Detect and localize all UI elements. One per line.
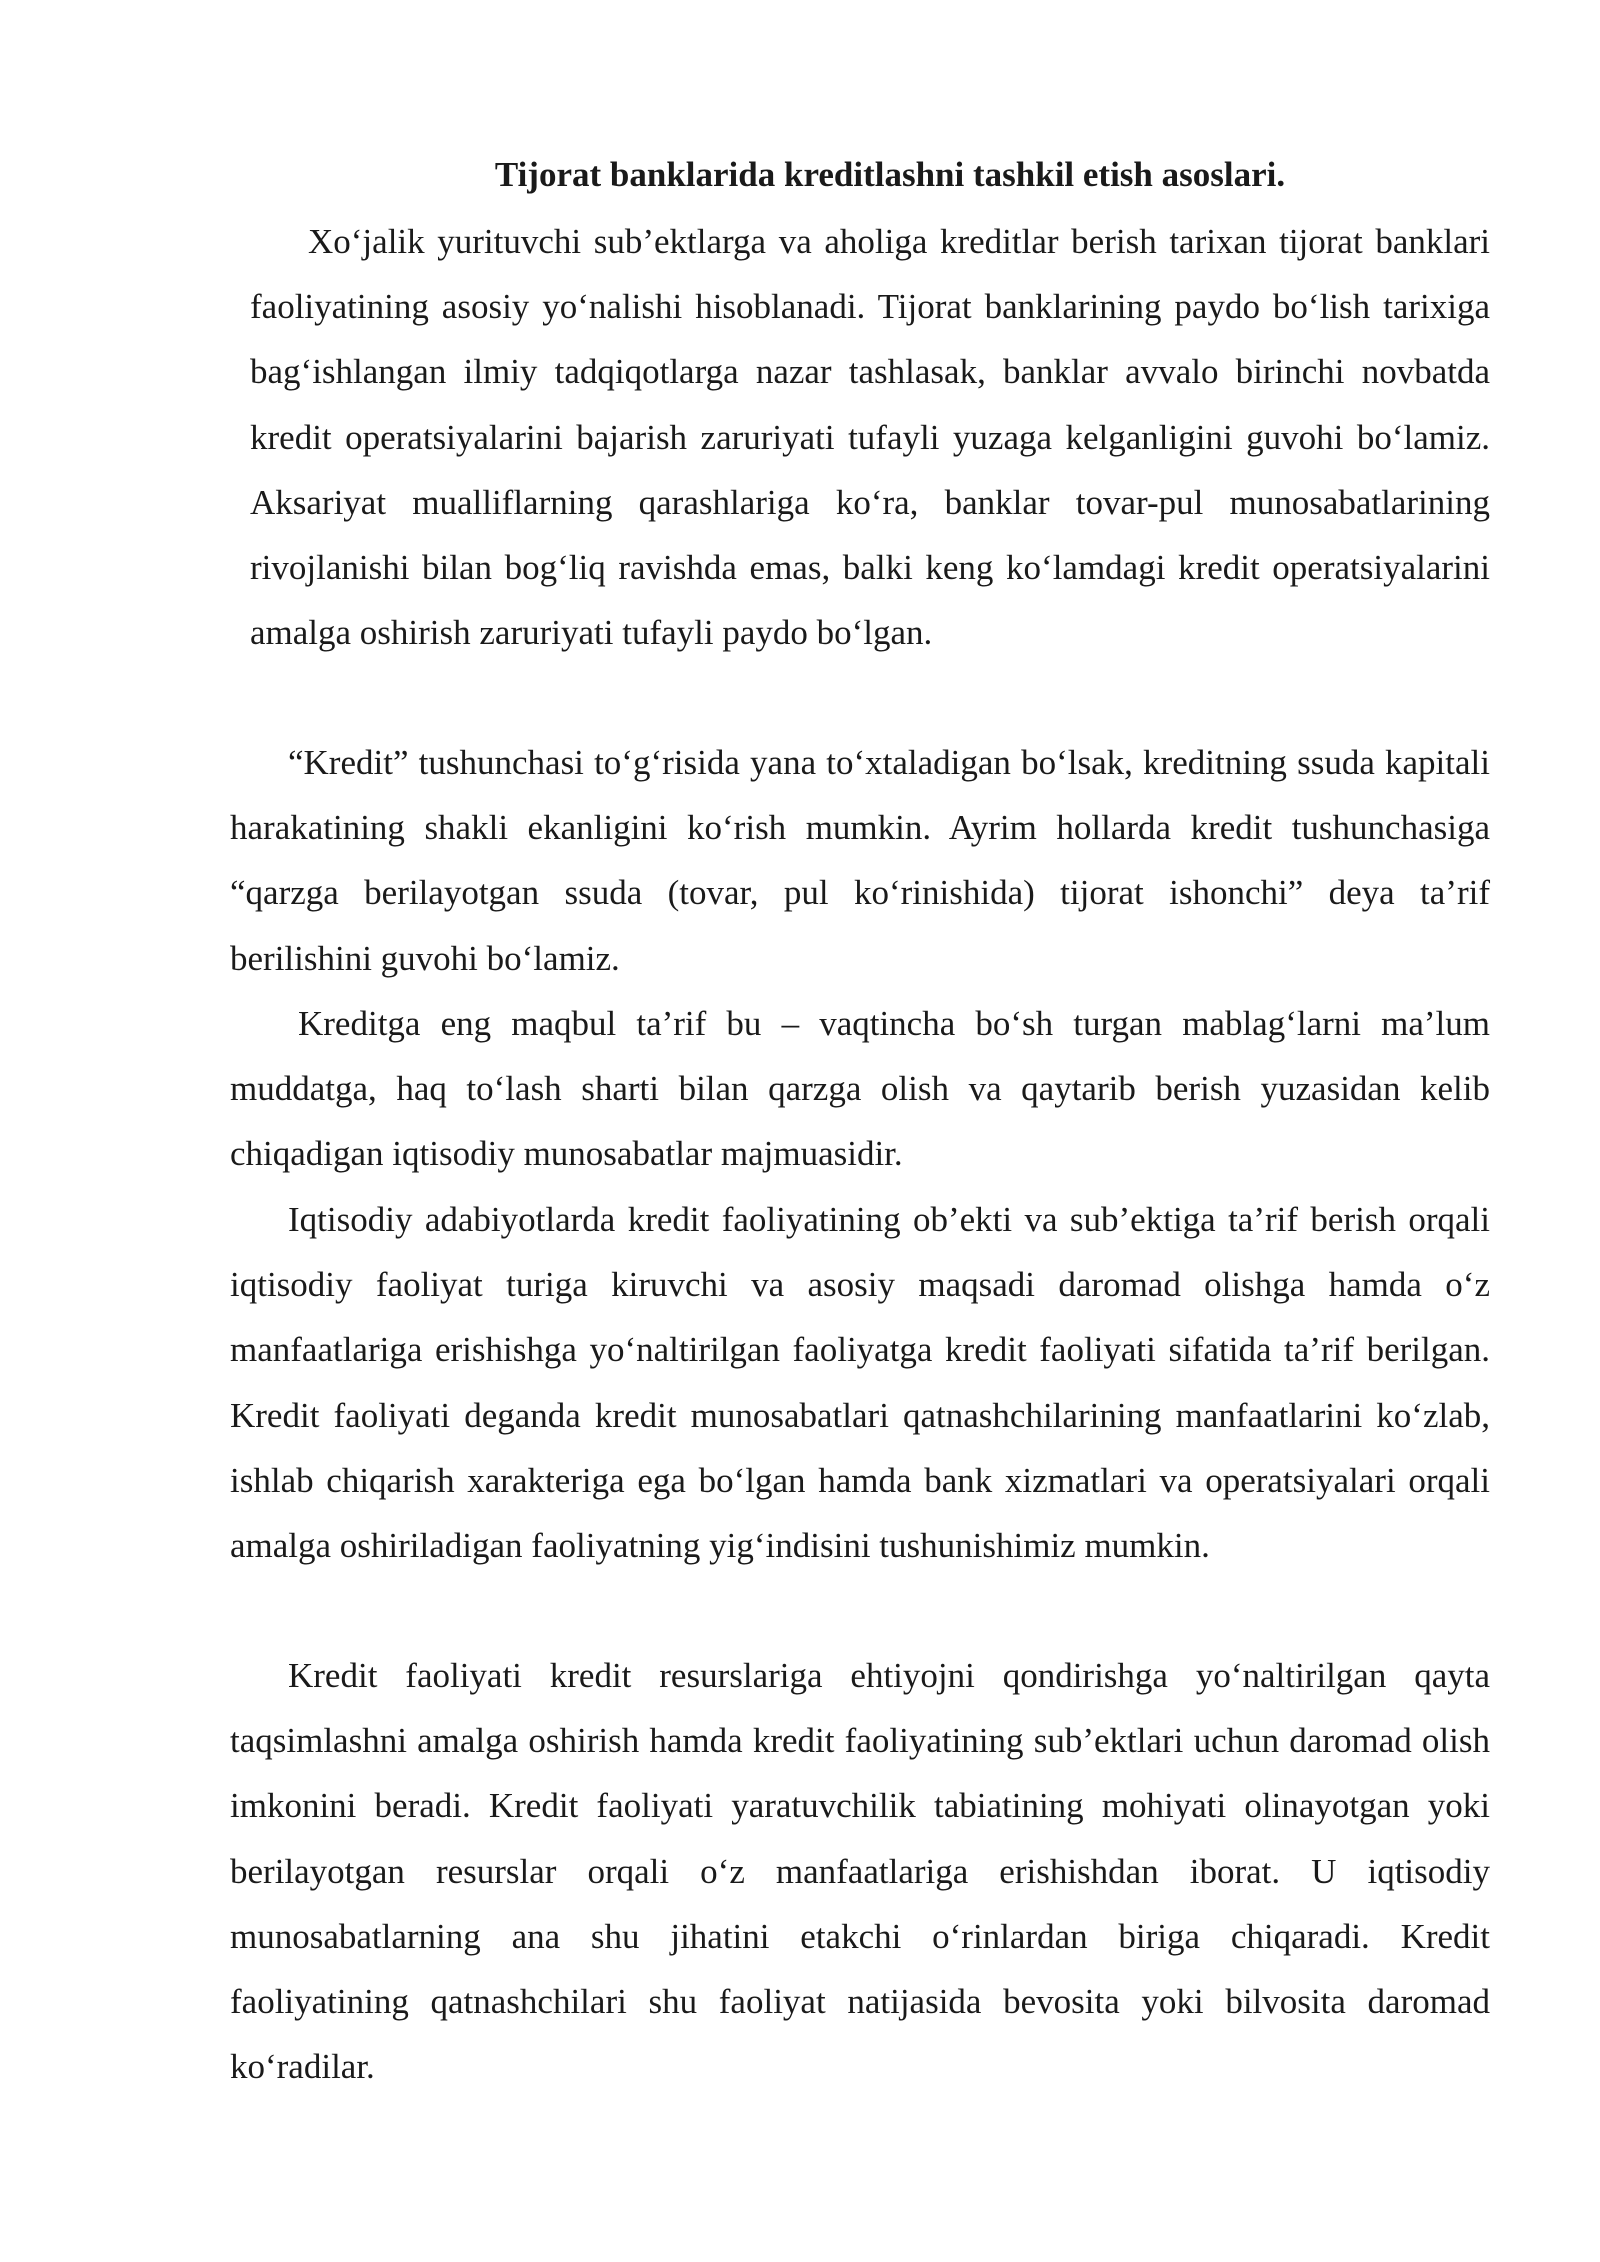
- paragraph-4: Iqtisodiy adabiyotlarda kredit faoliyatining ob’ekti va sub’ektiga ta’rif berish orqali iqtisodiy faoliyat turiga kiruvchi va asosiy maqsadi daromad olishga hamda o‘z manfaatlariga erishishga yo‘naltirilgan faoliyatga kredit faoliyati sifatida ta’rif berilgan. Kredit faoliyati deganda kredit munosabatlari qatnashchilarining manfaatlarini ko‘zlab, ishlab chiqarish xarakteriga ega bo‘lgan hamda bank xizmatlari va operatsiyalari orqali amalga oshiriladigan faoliyatning yig‘indisini tushunishimiz mumkin.: [230, 1200, 1490, 1566]
- paragraph-3: Kreditga eng maqbul ta’rif bu – vaqtincha bo‘sh turgan mablag‘larni ma’lum muddatga, haq to‘lash sharti bilan qarzga olish va qaytarib berish yuzasidan kelib chiqadigan iqtisodiy munosabatlar majmuasidir.: [230, 1004, 1490, 1174]
- document-title: Tijorat banklarida kreditlashni tashkil etish asoslari.: [494, 155, 1286, 194]
- paragraph-2: “Kredit” tushunchasi to‘g‘risida yana to‘xtaladigan bo‘lsak, kreditning ssuda kapitali harakatining shakli ekanligini ko‘rish mumkin. Ayrim hollarda kredit tushunchasiga “qarzga berilayotgan ssuda (tovar, pul ko‘rinishida) tijorat ishonchi” deya ta’rif berilishini guvohi bo‘lamiz.: [230, 743, 1490, 978]
- paragraph-5: Kredit faoliyati kredit resurslariga ehtiyojni qondirishga yo‘naltirilgan qayta taqsimlashni amalga oshirish hamda kredit faoliyatining sub’ektlari uchun daromad olish imkonini beradi. Kredit faoliyati yaratuvchilik tabiatining mohiyati olinayotgan yoki berilayotgan resurslar orqali o‘z manfaatlariga erishishdan iborat. U iqtisodiy munosabatlarning ana shu jihatini etakchi o‘rinlardan biriga chiqaradi. Kredit faoliyatining qatnashchilari shu faoliyat natijasida bevosita yoki bilvosita daromad ko‘radilar.: [230, 1656, 1490, 2087]
- paragraph-1: Xo‘jalik yurituvchi sub’ektlarga va aholiga kreditlar berish tarixan tijorat banklari faoliyatining asosiy yo‘nalishi hisoblanadi. Tijorat banklarining paydo bo‘lish tarixiga bag‘ishlangan ilmiy tadqiqotlarga nazar tashlasak, banklar avvalo birinchi novbatda kredit operatsiyalarini bajarish zaruriyati tufayli yuzaga kelganligini guvohi bo‘lamiz. Aksariyat mualliflarning qarashlariga ko‘ra, banklar tovar-pul munosabatlarining rivojlanishi bilan bog‘liq ravishda emas, balki keng ko‘lamdagi kredit operatsiyalarini amalga oshirish zaruriyati tufayli paydo bo‘lgan.: [250, 222, 1490, 653]
